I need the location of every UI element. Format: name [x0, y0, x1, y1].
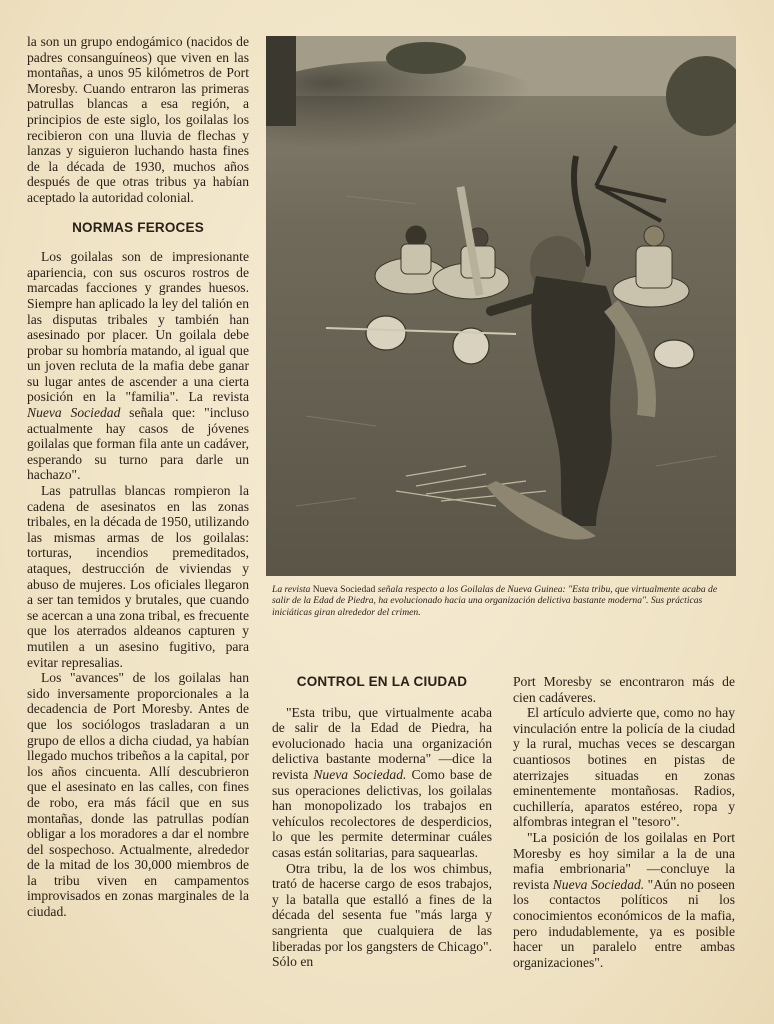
- left-column: [27, 34, 249, 920]
- tribal-ceremony-photo: [266, 36, 736, 576]
- paragraph: Las patrullas blancas rompieron la cadena de asesinatos en las zonas tribales, en la década de 1950, utilizando las mismas armas de los goilalas: torturas, incendios premeditados, ataques, destrucción de viviendas y abuso de mujeres. Los oficiales llegaron a ser tan temidos y brutales, que cuando se acercan a una zona tribal, es frecuente que los aterrados aldeanos capturen y mutilen a un asesino fugitivo, para evitar represalias.: [27, 483, 249, 670]
- paragraph: Port Moresby se encontraron más de cien cadáveres.: [513, 674, 735, 705]
- middle-column: [272, 674, 492, 970]
- magazine-title: Nueva Sociedad: [312, 584, 376, 595]
- right-column: [513, 674, 735, 970]
- section-heading-control-ciudad: CONTROL EN LA CIUDAD: [296, 674, 468, 689]
- section-heading-normas-feroces: NORMAS FEROCES: [72, 219, 204, 235]
- paragraph: El artículo advierte que, como no hay vinculación entre la policía de la ciudad y la rural, muchas veces se descargan cuantiosos botines en pistas de aterrizajes situadas en zonas eminentemente montañosas. Radios, cuchillería, aparatos estéreo, ropa y alfombras integran el "tesoro".: [513, 705, 735, 830]
- paragraph: "La posición de los goilalas en Port Moresby es hoy similar a la de una mafia embrionaria" —concluye la revista Nueva Sociedad. "Aún no poseen los contactos políticos ni los conocimientos económicos de la mafia, pero indudablemente, ya es posible hacer un paralelo entre ambas organizaciones".: [513, 829, 735, 970]
- magazine-title: Nueva Sociedad: [27, 405, 121, 421]
- photo-illustration: [266, 36, 736, 576]
- intro-paragraph: la son un grupo endogámico (nacidos de padres consanguíneos) que viven en las montañas, a unos 95 kilómetros de Port Moresby. Cuando entraron las primeras patrullas blancas a esa región, a principios de este siglo, los goilalas los recibieron con una lluvia de flechas y lanzas y siguieron luchando hasta fines de la década de 1930, muchos años después de que otras tribus ya habían aceptado la autoridad colonial.: [27, 34, 249, 205]
- magazine-title: Nueva Sociedad.: [313, 766, 407, 782]
- paragraph: Los goilalas son de impresionante apariencia, con sus oscuros rostros de marcadas facciones y grandes huesos. Siempre han aplicado la ley del talión en las disputas tribales y también han asesinado por placer. Un goilala debe probar su hombría matando, al igual que un joven recluta de la mafia debe ganar su lugar antes de ascender a una cierta posición en la "familia". La revista Nueva Sociedad señala que: "incluso actualmente hay casos de jóvenes goilalas que forman fila ante un cadáver, esperando su turno para darle un hachazo".: [27, 249, 249, 483]
- paragraph: "Esta tribu, que virtualmente acaba de salir de la Edad de Piedra, ha evolucionado hacia una organización delictiva bastante moderna" —dice la revista Nueva Sociedad. Como base de sus operaciones delictivas, los goilalas han monopolizado los trabajos en vehículos recolectores de desperdicios, lo que les permite determinar cuáles casas están solitarias, para saquearlas.: [272, 704, 492, 860]
- photo-caption: La revista Nueva Sociedad señala respecto a los Goilalas de Nueva Guinea: "Esta tribu, que virtualmente acaba de salir de la Edad de Piedra, ha evolucionado hacia una organización delictiva bastante moderna". Sus prácticas iniciáticas giran alrededor del crimen.: [272, 584, 718, 618]
- paragraph: Los "avances" de los goilalas han sido inversamente proporcionales a la decadencia de Port Moresby. Antes de que los sociólogos trasladaran a un grupo de ellos a dicha ciudad, ya habían llegado muchos tribeños a la capital, por los años cincuenta. Allí descubrieron que el asesinato en las calles, con fines de robo, era más fácil que en sus montañas, donde las patrullas podían obligar a los moradores a dar el nombre del sospechoso. Actualmente, alrededor de la mitad de los 30,000 miembros de la tribu viven en campamentos improvisados en zonas marginales de la ciudad.: [27, 670, 249, 920]
- magazine-title: Nueva Sociedad.: [552, 876, 645, 892]
- paragraph: Otra tribu, la de los wos chimbus, trató de hacerse cargo de esos trabajos, y la batalla que estalló a fines de la década del sesenta fue "más larga y sangrienta que cualquiera de las liberadas por los gangsters de Chicago". Sólo en: [272, 860, 492, 970]
